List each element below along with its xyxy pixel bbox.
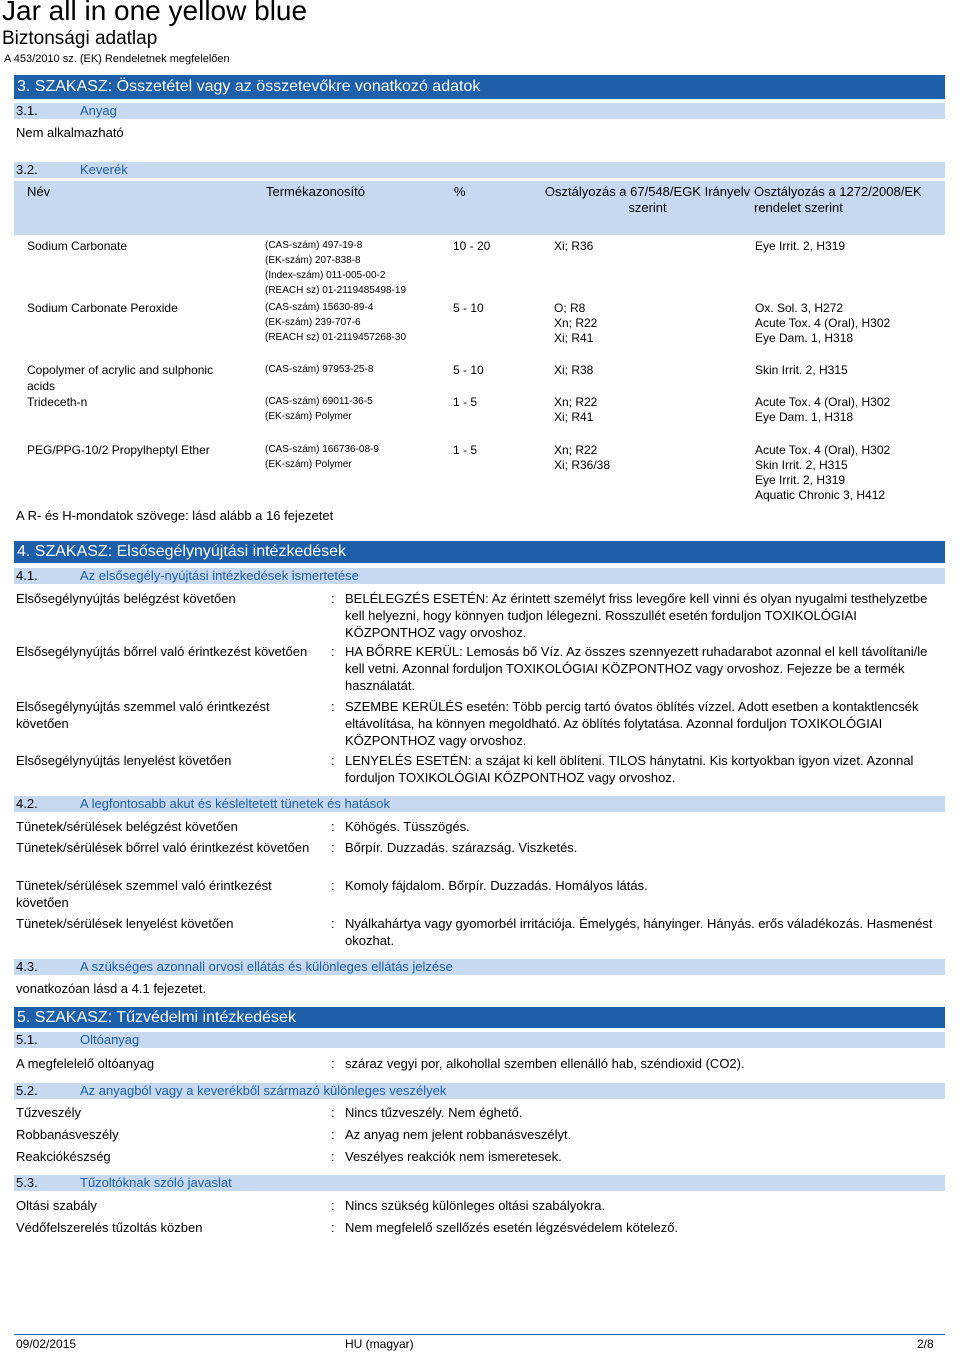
colon: : — [331, 699, 335, 714]
colon: : — [331, 591, 335, 606]
row-4-id: (EK-szám) Polymer — [265, 411, 352, 422]
section-4-heading: 4. SZAKASZ: Elsősegélynyújtási intézkedések — [14, 541, 945, 563]
document-subtitle: Biztonsági adatlap — [2, 28, 158, 49]
row-5-clp: Skin Irrit. 2, H315 — [755, 458, 848, 472]
row-2-id: (CAS-szám) 15630-89-4 — [265, 302, 374, 313]
regulation-reference: A 453/2010 sz. (EK) Rendeletnek megfelelően — [4, 53, 230, 65]
row-2-clp: Ox. Sol. 3, H272 — [755, 301, 844, 315]
subsection-3-2 — [14, 162, 945, 178]
subsection-number: 5.2. — [16, 1083, 38, 1098]
row-1-id: (REACH sz) 01-2119485498-19 — [265, 285, 407, 296]
firstaid-value: SZEMBE KERÜLÉS esetén: Több percig tartó óvatos öblítés vízzel. Adott esetben a kontaktlencsék eltávolítása, ha könnyen megoldható. Az öblítés folytatása. Azonnal forduljon TOXIKOLÓGIAI KÖZPONTHOZ vagy orvoshoz. — [345, 699, 919, 748]
subsection-number: 4.2. — [16, 796, 38, 811]
composition-table-header — [14, 181, 945, 235]
row-4-percent: 1 - 5 — [453, 395, 478, 409]
advice-value: Nem megfelelő szellőzés esetén légzésvédelem kötelező. — [345, 1220, 679, 1235]
firstaid-label: Elsősegélynyújtás lenyelést követően — [16, 753, 232, 768]
firstaid-label: Elsősegélynyújtás bőrrel való érintkezést követően — [16, 644, 308, 659]
subsection-label: Oltóanyag — [80, 1032, 140, 1047]
subsection-number: 3.2. — [16, 162, 38, 177]
colon: : — [331, 878, 335, 893]
hazard-value: Az anyag nem jelent robbanásveszélyt. — [345, 1127, 572, 1142]
subsection-number: 5.1. — [16, 1032, 38, 1047]
row-1-id: (Index-szám) 011-005-00-2 — [265, 270, 386, 281]
colon: : — [331, 1149, 335, 1164]
row-5-dsd: Xi; R36/38 — [554, 458, 611, 472]
colon: : — [331, 1105, 335, 1120]
subsection-4-3 — [14, 959, 945, 975]
subsection-label: Tűzoltóknak szóló javaslat — [80, 1175, 232, 1190]
subsection-4-1 — [14, 568, 945, 584]
symptom-label: Tünetek/sérülések lenyelést követően — [16, 916, 234, 931]
row-5-clp: Aquatic Chronic 3, H412 — [755, 488, 886, 502]
header-name: Név — [27, 184, 51, 199]
hazard-label: Tűzveszély — [16, 1105, 82, 1120]
r-h-phrases-note: A R- és H-mondatok szövege: lásd alább a 16 fejezetet — [16, 508, 334, 523]
subsection-5-3 — [14, 1175, 945, 1191]
extinguishing-media-value: száraz vegyi por, alkohollal szemben ellenálló hab, széndioxid (CO2). — [345, 1056, 745, 1071]
firstaid-label: Elsősegélynyújtás belégzést követően — [16, 591, 236, 606]
row-5-clp: Eye Irrit. 2, H319 — [755, 473, 846, 487]
firstaid-value: HA BŐRRE KERÜL: Lemosás bő Víz. Az összes szennyezett ruhadarabot azonnal el kell távolítani/le kell vetni. Azonnal forduljon TOXIKOLÓGIAI KÖZPONTHOZ vagy orvoshoz. Fejezze be a termék használatát. — [345, 644, 928, 693]
subsection-number: 3.1. — [16, 103, 38, 118]
section-5-heading: 5. SZAKASZ: Tűzvédelmi intézkedések — [14, 1007, 945, 1028]
footer-divider — [14, 1334, 945, 1335]
colon: : — [331, 753, 335, 768]
row-1-percent: 10 - 20 — [453, 239, 491, 253]
colon: : — [331, 840, 335, 855]
row-4-name: Trideceth-n — [27, 395, 88, 409]
row-4-dsd: Xi; R41 — [554, 410, 594, 424]
colon: : — [331, 644, 335, 659]
section-3-heading: 3. SZAKASZ: Összetétel vagy az összetevőkre vonatkozó adatok — [14, 75, 945, 99]
row-2-clp: Eye Dam. 1, H318 — [755, 331, 854, 345]
advice-label: Oltási szabály — [16, 1198, 97, 1213]
colon: : — [331, 1056, 335, 1071]
symptom-label: Tünetek/sérülések belégzést követően — [16, 819, 238, 834]
row-3-id: (CAS-szám) 97953-25-8 — [265, 364, 374, 375]
row-1-id: (EK-szám) 207-838-8 — [265, 255, 361, 266]
row-2-dsd: Xi; R41 — [554, 331, 594, 345]
row-4-clp: Eye Dam. 1, H318 — [755, 410, 854, 424]
row-3-name: Copolymer of acrylic and sulphonic acids — [27, 363, 214, 393]
subsection-number: 5.3. — [16, 1175, 38, 1190]
row-2-percent: 5 - 10 — [453, 301, 484, 315]
document-title: Jar all in one yellow blue — [2, 0, 308, 26]
symptom-label: Tünetek/sérülések bőrrel való érintkezést követően — [16, 840, 310, 855]
subsection-5-2 — [14, 1083, 945, 1099]
row-4-id: (CAS-szám) 69011-36-5 — [265, 396, 373, 407]
row-5-id: (EK-szám) Polymer — [265, 459, 352, 470]
hazard-value: Nincs tűzveszély. Nem éghető. — [345, 1105, 523, 1120]
firstaid-value: LENYELÉS ESETÉN: a szájat ki kell öblíteni. TILOS hánytatni. Kis kortyokban igyon vizet. Azonnal forduljon TOXIKOLÓGIAI KÖZPONTHOZ vagy orvoshoz. — [345, 753, 914, 785]
subsection-label: Keverék — [80, 162, 128, 177]
subsection-label: Az anyagból vagy a keverékből származó különleges veszélyek — [80, 1083, 447, 1098]
row-3-percent: 5 - 10 — [453, 363, 484, 377]
header-dsd-classification: Osztályozás a 67/548/EGK Irányelv szerint — [544, 184, 751, 215]
colon: : — [331, 1127, 335, 1142]
row-4-dsd: Xn; R22 — [554, 395, 598, 409]
footer-date: 09/02/2015 — [16, 1337, 77, 1351]
subsection-label: Az elsősegély-nyújtási intézkedések ismertetése — [80, 568, 359, 583]
row-2-name: Sodium Carbonate Peroxide — [27, 301, 178, 315]
row-2-dsd: Xn; R22 — [554, 316, 598, 330]
colon: : — [331, 916, 335, 931]
row-1-id: (CAS-szám) 497-19-8 — [265, 240, 363, 251]
row-1-dsd: Xi; R36 — [554, 239, 594, 253]
extinguishing-media-label: A megfelelelő oltóanyag — [16, 1056, 155, 1071]
footer-language: HU (magyar) — [345, 1337, 414, 1351]
medical-attention-note: vonatkozóan lásd a 4.1 fejezetet. — [16, 981, 207, 996]
subsection-3-1 — [14, 103, 945, 119]
footer-page: 2/8 — [917, 1337, 934, 1351]
row-5-name: PEG/PPG-10/2 Propylheptyl Ether — [27, 443, 210, 457]
row-5-id: (CAS-szám) 166736-08-9 — [265, 444, 379, 455]
row-2-clp: Acute Tox. 4 (Oral), H302 — [755, 316, 891, 330]
row-3-dsd: Xi; R38 — [554, 363, 594, 377]
colon: : — [331, 1198, 335, 1213]
hazard-label: Reakciókészség — [16, 1149, 111, 1164]
symptom-value: Bőrpír. Duzzadás. szárazság. Viszketés. — [345, 840, 578, 855]
subsection-number: 4.1. — [16, 568, 38, 583]
firstaid-label: Elsősegélynyújtás szemmel való érintkezést követően — [16, 699, 270, 731]
header-clp-classification: Osztályozás a 1272/2008/EK rendelet szerint — [754, 184, 922, 215]
row-2-dsd: O; R8 — [554, 301, 586, 315]
subsection-4-2 — [14, 796, 945, 812]
advice-value: Nincs szükség különleges oltási szabályokra. — [345, 1198, 606, 1213]
row-5-percent: 1 - 5 — [453, 443, 478, 457]
row-2-id: (REACH sz) 01-2119457268-30 — [265, 332, 407, 343]
row-5-clp: Acute Tox. 4 (Oral), H302 — [755, 443, 891, 457]
substance-note: Nem alkalmazható — [16, 125, 124, 140]
hazard-value: Veszélyes reakciók nem ismeretesek. — [345, 1149, 562, 1164]
row-1-clp: Eye Irrit. 2, H319 — [755, 239, 846, 253]
subsection-label: A legfontosabb akut és késleltetett tünetek és hatások — [80, 796, 391, 811]
row-2-id: (EK-szám) 239-707-6 — [265, 317, 361, 328]
row-1-name: Sodium Carbonate — [27, 239, 128, 253]
firstaid-value: BELÉLEGZÉS ESETÉN: Az érintett személyt friss levegőre kell vinni és olyan nyugalmi testhelyzetbe kell helyezni, hogy könnyen tudjon lélegezni. Rosszullét esetén forduljon TOXIKOLÓGIAI KÖZPONTHOZ vagy orvoshoz. — [345, 591, 928, 640]
row-5-dsd: Xn; R22 — [554, 443, 598, 457]
symptom-label: Tünetek/sérülések szemmel való érintkezést követően — [16, 878, 272, 910]
row-3-clp: Skin Irrit. 2, H315 — [755, 363, 848, 377]
symptom-value: Komoly fájdalom. Bőrpír. Duzzadás. Homályos látás. — [345, 878, 648, 893]
advice-label: Védőfelszerelés tűzoltás közben — [16, 1220, 203, 1235]
symptom-value: Köhögés. Tüsszögés. — [345, 819, 470, 834]
colon: : — [331, 819, 335, 834]
subsection-number: 4.3. — [16, 959, 38, 974]
subsection-label: Anyag — [80, 103, 117, 118]
symptom-value: Nyálkahártya vagy gyomorbél irritációja. Émelygés, hányinger. Hányás. erős váladékozás. Hasmenést okozhat. — [345, 916, 933, 948]
header-identifier: Termékazonosító — [266, 184, 365, 199]
header-percent: % — [454, 184, 466, 199]
subsection-5-1 — [14, 1032, 945, 1048]
hazard-label: Robbanásveszély — [16, 1127, 119, 1142]
row-4-clp: Acute Tox. 4 (Oral), H302 — [755, 395, 891, 409]
subsection-label: A szükséges azonnali orvosi ellátás és különleges ellátás jelzése — [80, 959, 453, 974]
colon: : — [331, 1220, 335, 1235]
